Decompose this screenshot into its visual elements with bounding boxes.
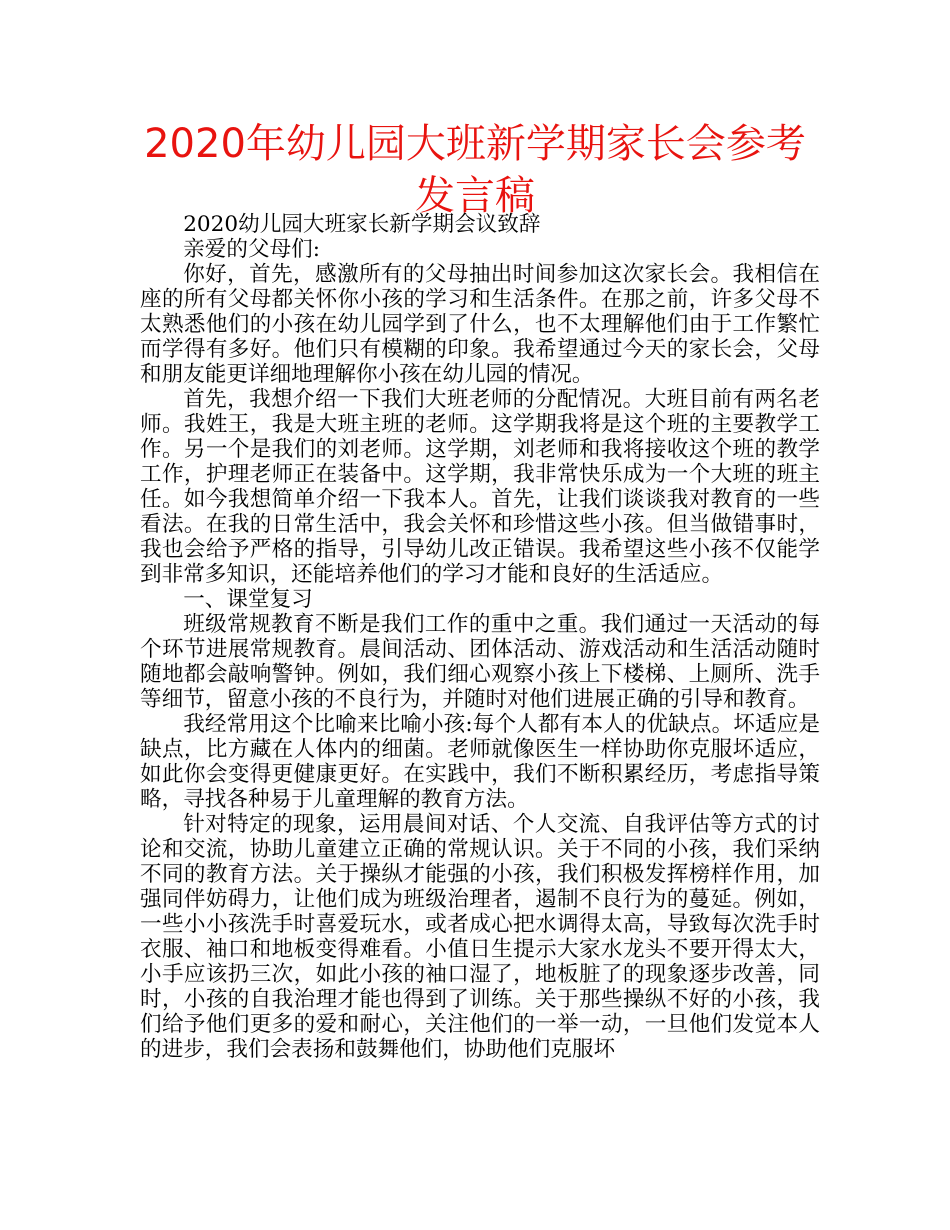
paragraph-salutation: 亲爱的父母们: <box>183 237 321 262</box>
paragraph-teacher-intro: 首先，我想介绍一下我们大班老师的分配情况。大班目前有两名老师。我姓王，我是大班主班的老师。这学期我将是这个班的主要教学工作。另一个是我们的刘老师。这学期，刘老师和我将接收这个班的教学工作，护理老师正在装备中。这学期，我非常快乐成为一个大班的班主任。如今我想简单介绍一下我本人。首先，让我们谈谈我对教育的一些看法。在我的日常生活中，我会关怀和珍惜这些小孩。但当做错事时，我也会给予严格的指导，引导幼儿改正错误。我希望这些小孩不仅能学到非常多知识，还能培养他们的学习才能和良好的生活适应。 <box>140 387 820 587</box>
document-title: 2020年幼儿园大班新学期家长会参考发言稿 <box>144 121 806 219</box>
paragraph-subtitle: 2020幼儿园大班家长新学期会议致辞 <box>183 212 541 237</box>
section-heading-classroom-review: 一、课堂复习 <box>183 587 313 612</box>
paragraph-metaphor: 我经常用这个比喻来比喻小孩:每个人都有本人的优缺点。坏适应是缺点，比方藏在人体内的细菌。老师就像医生一样协助你克服坏适应，如此你会变得更健康更好。在实践中，我们不断积累经历，考虑指导策略，寻找各种易于儿童理解的教育方法。 <box>140 712 820 812</box>
paragraph-greeting: 你好，首先，感激所有的父母抽出时间参加这次家长会。我相信在座的所有父母都关怀你小孩的学习和生活条件。在那之前，许多父母不太熟悉他们的小孩在幼儿园学到了什么，也不太理解他们由于工作繁忙而学得有多好。他们只有模糊的印象。我希望通过今天的家长会，父母和朋友能更详细地理解你小孩在幼儿园的情况。 <box>140 262 820 387</box>
paragraph-routine-education: 班级常规教育不断是我们工作的重中之重。我们通过一天活动的每个环节进展常规教育。晨间活动、团体活动、游戏活动和生活活动随时随地都会敲响警钟。例如，我们细心观察小孩上下楼梯、上厕所、洗手等细节，留意小孩的不良行为，并随时对他们进展正确的引导和教育。 <box>140 612 820 712</box>
document-body <box>140 212 820 1062</box>
paragraph-methods: 针对特定的现象，运用晨间对话、个人交流、自我评估等方式的讨论和交流，协助儿童建立正确的常规认识。关于不同的小孩，我们采纳不同的教育方法。关于操纵才能强的小孩，我们积极发挥榜样作用，加强同伴妨碍力，让他们成为班级治理者，遏制不良行为的蔓延。例如，一些小小孩洗手时喜爱玩水，或者成心把水调得太高，导致每次洗手时衣服、袖口和地板变得难看。小值日生提示大家水龙头不要开得太大，小手应该扔三次，如此小孩的袖口湿了，地板脏了的现象逐步改善，同时，小孩的自我治理才能也得到了训练。关于那些操纵不好的小孩，我们给予他们更多的爱和耐心，关注他们的一举一动，一旦他们发觉本人的进步，我们会表扬和鼓舞他们，协助他们克服坏 <box>140 812 820 1062</box>
